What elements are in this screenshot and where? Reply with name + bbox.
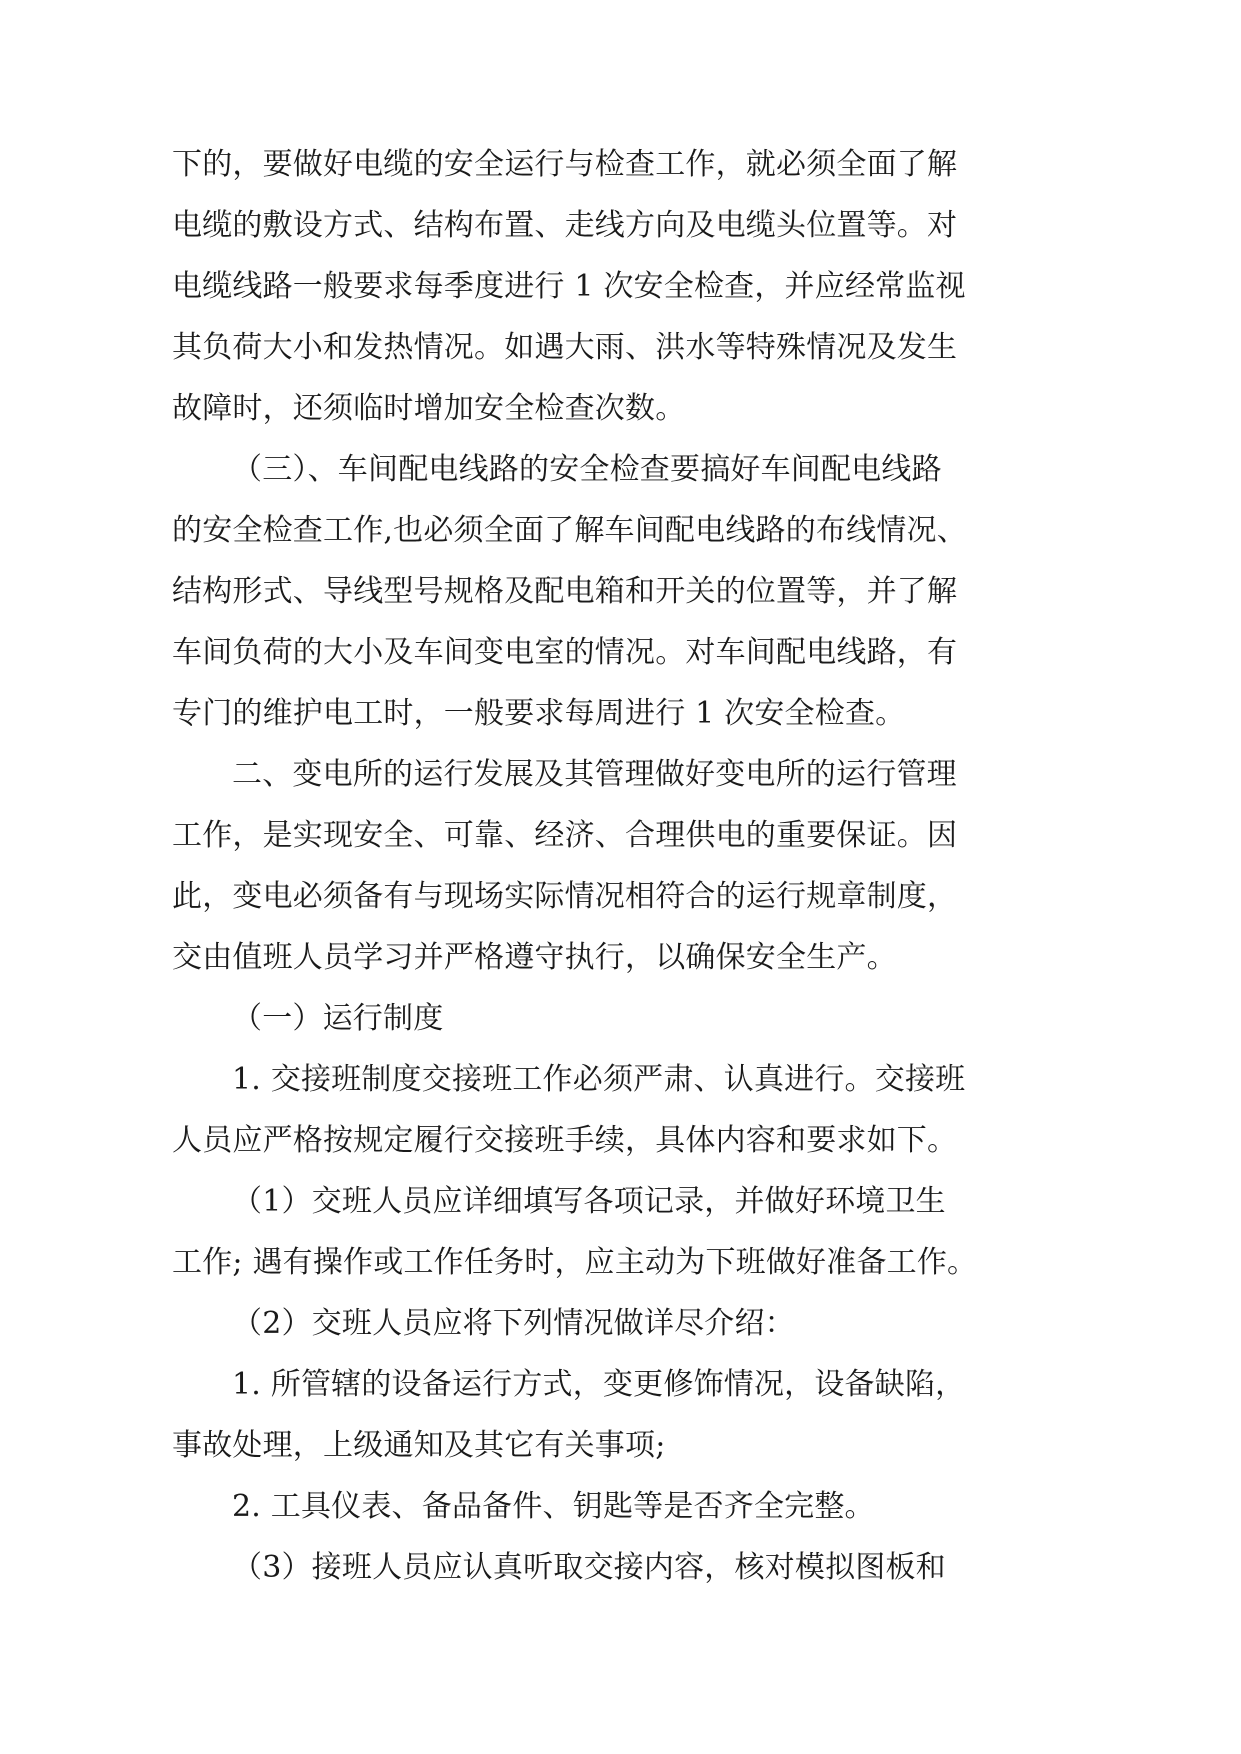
text-line: 1. 交接班制度交接班工作必须严肃、认真进行。交接班	[232, 1062, 966, 1097]
text-line: 此，变电必须备有与现场实际情况相符合的运行规章制度，	[172, 879, 958, 914]
text-line: 工作; 遇有操作或工作任务时，应主动为下班做好准备工作。	[172, 1245, 978, 1280]
text-line: 下的，要做好电缆的安全运行与检查工作，就必须全面了解	[172, 147, 958, 182]
section-heading-line: 二、变电所的运行发展及其管理做好变电所的运行管理	[232, 757, 957, 792]
text-line: 车间负荷的大小及车间变电室的情况。对车间配电线路，有	[172, 635, 958, 670]
text-line: （三）、车间配电线路的安全检查要搞好车间配电线路	[232, 452, 942, 487]
text-line: 结构形式、导线型号规格及配电箱和开关的位置等，并了解	[172, 574, 958, 609]
text-line: 电缆的敷设方式、结构布置、走线方向及电缆头位置等。对	[172, 208, 958, 243]
text-line: 故障时，还须临时增加安全检查次数。	[172, 391, 686, 426]
text-line: 电缆线路一般要求每季度进行 1 次安全检查，并应经常监视	[172, 269, 966, 304]
text-line: 工作，是实现安全、可靠、经济、合理供电的重要保证。因	[172, 818, 958, 853]
text-line: 1. 所管辖的设备运行方式，变更修饰情况，设备缺陷，	[232, 1367, 966, 1402]
text-line: 2. 工具仪表、备品备件、钥匙等是否齐全完整。	[232, 1489, 875, 1524]
text-line: 其负荷大小和发热情况。如遇大雨、洪水等特殊情况及发生	[172, 330, 958, 365]
text-line: 的安全检查工作,也必须全面了解车间配电线路的布线情况、	[172, 513, 967, 548]
text-line: （1）交班人员应详细填写各项记录，并做好环境卫生	[232, 1184, 946, 1219]
subsection-heading-line: （一）运行制度	[232, 1001, 444, 1036]
text-line: 专门的维护电工时，一般要求每周进行 1 次安全检查。	[172, 696, 906, 731]
text-line: （2）交班人员应将下列情况做详尽介绍：	[232, 1306, 795, 1341]
text-line: 人员应严格按规定履行交接班手续，具体内容和要求如下。	[172, 1123, 958, 1158]
text-line: 事故处理，上级通知及其它有关事项;	[172, 1428, 666, 1463]
text-line: 交由值班人员学习并严格遵守执行，以确保安全生产。	[172, 940, 897, 975]
text-line: （3）接班人员应认真听取交接内容，核对模拟图板和	[232, 1550, 946, 1585]
